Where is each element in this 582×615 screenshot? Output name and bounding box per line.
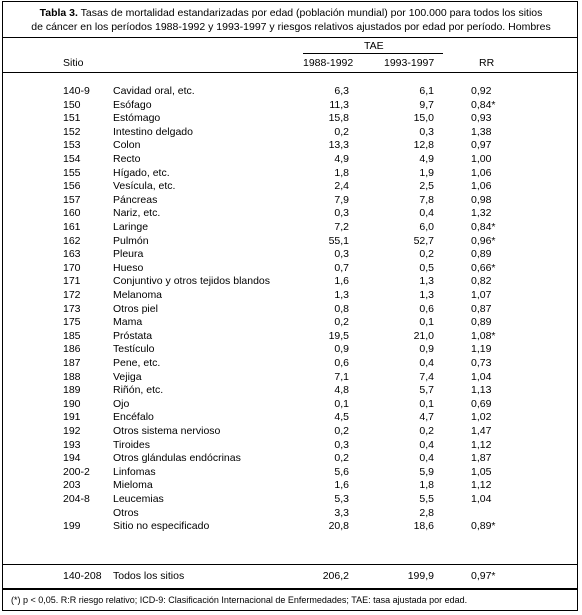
header-site: Sitio xyxy=(63,57,84,69)
row-code: 203 xyxy=(63,479,81,492)
divider-bottom xyxy=(3,588,577,590)
divider-header xyxy=(3,72,577,73)
row-period1: 0,2 xyxy=(334,316,349,329)
row-site: Nariz, etc. xyxy=(113,207,161,220)
row-period1: 13,3 xyxy=(328,139,349,152)
table-row xyxy=(3,261,577,275)
row-rr: 0,89 xyxy=(471,316,492,329)
total-code: 140-208 xyxy=(63,570,102,582)
row-code: 163 xyxy=(63,248,81,261)
table-row xyxy=(3,84,577,98)
row-period1: 0,3 xyxy=(334,248,349,261)
row-site: Otros piel xyxy=(113,302,158,315)
row-site: Testículo xyxy=(113,343,155,356)
divider-top xyxy=(3,37,577,38)
table-row xyxy=(3,166,577,180)
row-period2: 5,5 xyxy=(419,493,434,505)
row-rr: 0,84* xyxy=(471,98,496,111)
row-period2: 7,8 xyxy=(419,193,434,206)
row-rr: 0,82 xyxy=(471,275,492,288)
row-rr: 0,93 xyxy=(471,112,492,125)
row-period1: 0,2 xyxy=(334,425,349,437)
row-period2: 0,2 xyxy=(419,248,434,261)
row-rr: 1,05 xyxy=(471,465,492,478)
row-period1: 11,3 xyxy=(329,98,349,111)
row-code: 161 xyxy=(63,221,81,233)
row-site: Encéfalo xyxy=(113,411,154,424)
row-period1: 1,6 xyxy=(334,275,349,288)
table-caption xyxy=(6,6,576,34)
row-period1: 0,6 xyxy=(334,357,349,369)
row-code: 175 xyxy=(63,316,81,329)
table-row xyxy=(3,152,577,166)
footnote: (*) p < 0,05. R:R riesgo relativo; ICD-9: Clasificación Internacional de Enfermedades; TAE: tasa ajustada por edad. xyxy=(11,595,468,605)
row-period2: 21,0 xyxy=(413,329,434,342)
row-period1: 5,6 xyxy=(334,465,349,478)
row-site: Conjuntivo y otros tejidos blandos xyxy=(113,275,271,288)
row-period2: 5,7 xyxy=(419,384,434,397)
table-row xyxy=(3,206,577,220)
row-code: 150 xyxy=(63,98,81,111)
row-site: Vejiga xyxy=(113,370,142,383)
row-rr: 1,02 xyxy=(471,411,492,424)
row-site: Sitio no especificado xyxy=(113,520,210,533)
row-period2: 1,3 xyxy=(419,289,434,301)
row-period1: 5,3 xyxy=(334,493,349,505)
row-code: 191 xyxy=(63,411,81,424)
row-period2: 1,9 xyxy=(419,166,434,179)
row-site: Linfomas xyxy=(113,465,156,478)
row-period2: 4,7 xyxy=(419,411,434,424)
row-site: Intestino delgado xyxy=(113,125,193,138)
row-period1: 4,5 xyxy=(334,411,349,424)
row-period1: 0,1 xyxy=(334,397,349,410)
row-code: 189 xyxy=(63,384,81,397)
row-rr: 0,73 xyxy=(471,357,492,369)
row-rr: 1,08* xyxy=(471,329,496,342)
row-period2: 52,7 xyxy=(413,234,434,247)
row-period1: 3,3 xyxy=(334,506,349,519)
row-period2: 7,4 xyxy=(419,370,434,383)
row-rr: 1,13 xyxy=(471,384,492,397)
row-rr: 0,66* xyxy=(471,261,496,274)
table-row xyxy=(3,315,577,329)
row-period1: 7,2 xyxy=(334,221,349,233)
row-period2: 0,6 xyxy=(419,302,434,315)
row-period1: 0,8 xyxy=(334,302,349,315)
row-code: 171 xyxy=(63,275,81,288)
table-row xyxy=(3,519,577,533)
row-period1: 0,7 xyxy=(334,261,349,274)
row-rr: 1,00 xyxy=(471,153,492,165)
row-period1: 7,9 xyxy=(334,193,349,206)
row-rr: 0,89* xyxy=(471,520,496,533)
row-period2: 0,2 xyxy=(419,425,434,437)
table-row xyxy=(3,465,577,479)
table-row xyxy=(3,342,577,356)
table-row xyxy=(3,302,577,316)
table-row xyxy=(3,193,577,207)
row-site: Mieloma xyxy=(113,479,153,492)
row-site: Mama xyxy=(113,316,143,329)
row-period2: 0,1 xyxy=(419,316,434,329)
row-site: Hueso xyxy=(113,261,144,274)
row-period2: 0,3 xyxy=(419,125,434,138)
row-period2: 1,8 xyxy=(419,479,434,492)
row-site: Colon xyxy=(113,139,141,152)
caption-line2: de cáncer en los períodos 1988-1992 y 1993-1997 y riesgos relativos ajustados por edad por período. Hombres xyxy=(31,21,551,33)
row-site: Páncreas xyxy=(113,193,158,206)
table-row xyxy=(3,478,577,492)
row-period1: 0,2 xyxy=(334,125,349,138)
row-code: 199 xyxy=(63,520,81,533)
row-code: 157 xyxy=(63,193,81,206)
row-site: Pene, etc. xyxy=(113,357,161,369)
row-code: 187 xyxy=(63,357,81,369)
total-site: Todos los sitios xyxy=(113,570,185,582)
row-period2: 1,3 xyxy=(419,275,434,288)
row-rr: 0,92 xyxy=(471,85,492,97)
row-code: 188 xyxy=(63,370,81,383)
row-period1: 15,8 xyxy=(328,112,349,125)
row-rr: 1,38 xyxy=(471,125,492,138)
caption-label: Tabla 3. xyxy=(39,7,78,19)
table-row xyxy=(3,220,577,234)
row-period2: 0,4 xyxy=(419,357,434,369)
row-period2: 6,1 xyxy=(419,85,434,97)
row-code: 193 xyxy=(63,438,81,451)
row-code: 186 xyxy=(63,343,81,356)
row-code: 200-2 xyxy=(63,465,90,478)
row-period2: 0,1 xyxy=(419,397,434,410)
table-row xyxy=(3,424,577,438)
row-code: 172 xyxy=(63,289,81,301)
row-rr: 0,97 xyxy=(471,139,492,152)
table-row xyxy=(3,234,577,248)
table-row xyxy=(3,451,577,465)
row-code: 140-9 xyxy=(63,85,90,97)
table-row xyxy=(3,356,577,370)
row-rr: 0,84* xyxy=(471,221,496,233)
row-rr: 1,47 xyxy=(471,425,492,437)
row-period1: 6,3 xyxy=(334,85,349,97)
total-period2: 199,9 xyxy=(407,570,434,582)
row-site: Riñón, etc. xyxy=(113,384,164,397)
table-row xyxy=(3,370,577,384)
row-code: 173 xyxy=(63,302,81,315)
row-code: 154 xyxy=(63,153,81,165)
row-site: Tiroides xyxy=(113,438,150,451)
table-row xyxy=(3,111,577,125)
row-site: Otros sistema nervioso xyxy=(113,425,221,437)
caption-line1: Tasas de mortalidad estandarizadas por edad (población mundial) por 100.000 para todos los sitios xyxy=(80,7,543,19)
row-period2: 2,5 xyxy=(419,180,434,193)
row-period2: 12,8 xyxy=(413,139,434,152)
header-period2: 1993-1997 xyxy=(384,57,435,69)
row-code: 190 xyxy=(63,397,81,410)
row-rr: 1,19 xyxy=(471,343,492,356)
row-rr: 1,87 xyxy=(471,452,492,465)
row-period1: 1,8 xyxy=(334,166,349,179)
row-period1: 0,3 xyxy=(334,207,349,220)
row-period2: 18,6 xyxy=(413,520,434,533)
row-rr: 1,32 xyxy=(471,207,492,220)
table-row xyxy=(3,383,577,397)
row-code: 160 xyxy=(63,207,81,220)
header-period1: 1988-1992 xyxy=(303,57,354,69)
row-site: Otros glándulas endócrinas xyxy=(113,452,241,465)
row-period1: 4,9 xyxy=(334,153,349,165)
row-code: 192 xyxy=(63,425,81,437)
row-code: 162 xyxy=(63,234,81,247)
row-site: Otros xyxy=(113,506,139,519)
row-rr: 0,96* xyxy=(471,234,496,247)
divider-tae xyxy=(303,53,443,54)
row-period1: 2,4 xyxy=(334,180,349,193)
row-period1: 0,3 xyxy=(334,438,349,451)
row-rr: 0,87 xyxy=(471,302,492,315)
row-site: Pleura xyxy=(113,248,144,261)
row-site: Leucemias xyxy=(113,493,164,505)
row-period2: 0,5 xyxy=(419,261,434,274)
table-row xyxy=(3,506,577,520)
row-rr: 1,12 xyxy=(471,479,492,492)
row-period2: 15,0 xyxy=(413,112,434,125)
table-row xyxy=(3,125,577,139)
table-row xyxy=(3,98,577,112)
table-row xyxy=(3,329,577,343)
total-rr: 0,97* xyxy=(471,570,496,582)
row-code: 152 xyxy=(63,125,81,138)
row-period1: 0,9 xyxy=(334,343,349,356)
table-row xyxy=(3,274,577,288)
row-rr: 1,06 xyxy=(471,166,492,179)
row-period2: 5,9 xyxy=(419,465,434,478)
row-site: Próstata xyxy=(113,329,153,342)
row-rr: 1,06 xyxy=(471,180,492,193)
table-row xyxy=(3,179,577,193)
table-row xyxy=(3,288,577,302)
table-frame xyxy=(2,1,578,611)
row-period1: 20,8 xyxy=(328,520,349,533)
row-period1: 4,8 xyxy=(334,384,349,397)
row-period1: 1,6 xyxy=(334,479,349,492)
row-rr: 1,12 xyxy=(471,438,492,451)
table-row xyxy=(3,247,577,261)
header-group-tae: TAE xyxy=(364,40,384,52)
row-period2: 0,4 xyxy=(419,438,434,451)
row-period2: 2,8 xyxy=(419,506,434,519)
row-rr: 1,04 xyxy=(471,370,492,383)
row-period1: 19,5 xyxy=(328,329,349,342)
table-row xyxy=(3,492,577,506)
table-row xyxy=(3,438,577,452)
row-site: Recto xyxy=(113,153,141,165)
row-period2: 4,9 xyxy=(419,153,434,165)
row-rr: 1,07 xyxy=(471,289,492,301)
divider-total xyxy=(3,564,577,565)
row-period1: 7,1 xyxy=(334,370,349,383)
row-code: 204-8 xyxy=(63,493,90,505)
row-period1: 0,2 xyxy=(334,452,349,465)
row-site: Vesícula, etc. xyxy=(113,180,176,193)
row-site: Esófago xyxy=(113,98,152,111)
row-site: Laringe xyxy=(113,221,149,233)
row-period2: 0,4 xyxy=(419,207,434,220)
row-code: 151 xyxy=(63,112,81,125)
row-period1: 55,1 xyxy=(328,234,349,247)
row-code: 170 xyxy=(63,261,81,274)
row-period2: 0,9 xyxy=(419,343,434,356)
row-rr: 1,04 xyxy=(471,493,492,505)
table-row xyxy=(3,397,577,411)
header-rr: RR xyxy=(479,57,495,69)
row-site: Pulmón xyxy=(113,234,149,247)
row-code: 155 xyxy=(63,166,81,179)
row-period2: 0,4 xyxy=(419,452,434,465)
row-site: Cavidad oral, etc. xyxy=(113,85,195,97)
total-period1: 206,2 xyxy=(322,570,349,582)
table-row xyxy=(3,410,577,424)
row-code: 156 xyxy=(63,180,81,193)
row-code: 185 xyxy=(63,329,81,342)
row-site: Melanoma xyxy=(113,289,163,301)
row-rr: 0,69 xyxy=(471,397,492,410)
row-period2: 6,0 xyxy=(419,221,434,233)
row-site: Ojo xyxy=(113,397,130,410)
table-row xyxy=(3,138,577,152)
row-period1: 1,3 xyxy=(334,289,349,301)
row-rr: 0,89 xyxy=(471,248,492,261)
row-period2: 9,7 xyxy=(419,98,434,111)
row-rr: 0,98 xyxy=(471,193,492,206)
row-code: 153 xyxy=(63,139,81,152)
row-site: Hígado, etc. xyxy=(113,166,170,179)
row-code: 194 xyxy=(63,452,81,465)
row-site: Estómago xyxy=(113,112,161,125)
table-row-total xyxy=(3,569,577,583)
